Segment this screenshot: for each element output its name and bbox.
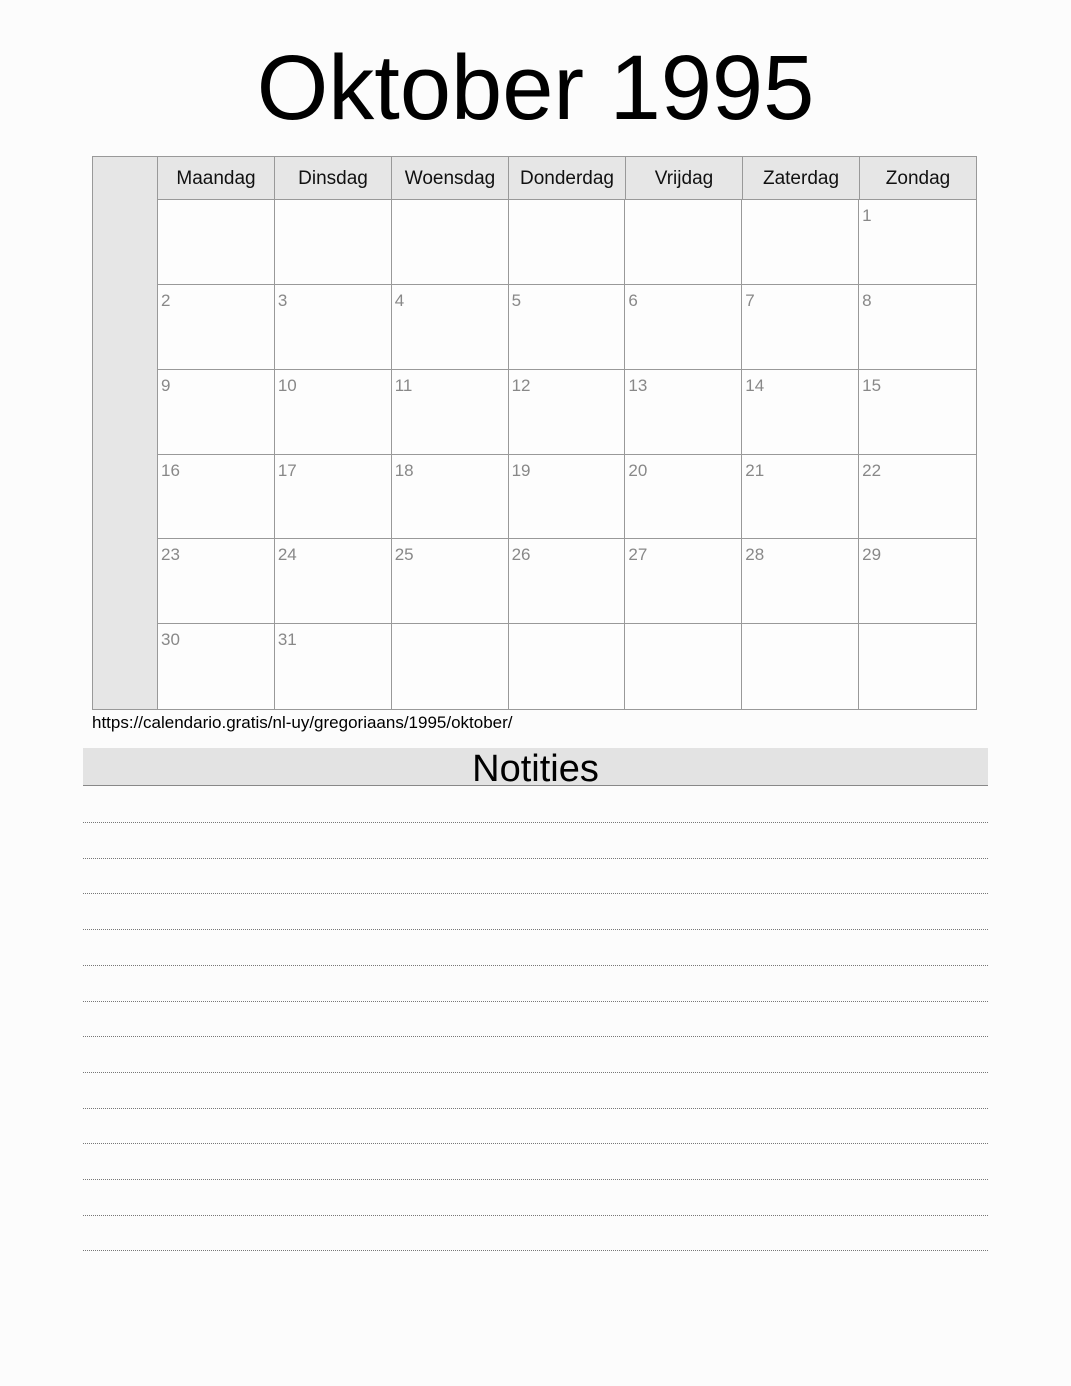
day-number: 8 bbox=[862, 290, 872, 310]
day-cell bbox=[742, 200, 859, 285]
weekday-header: Woensdag bbox=[392, 157, 509, 199]
day-number: 11 bbox=[394, 375, 413, 395]
note-line bbox=[83, 1001, 988, 1002]
day-cell bbox=[742, 624, 859, 709]
calendar-table bbox=[92, 156, 977, 710]
note-line bbox=[83, 1036, 988, 1037]
day-number: 13 bbox=[628, 375, 648, 395]
day-cell bbox=[625, 370, 742, 455]
day-cell bbox=[158, 455, 275, 540]
day-cell bbox=[158, 370, 275, 455]
day-number: 3 bbox=[277, 290, 288, 310]
day-cell bbox=[158, 624, 275, 709]
day-number: 2 bbox=[161, 290, 171, 310]
day-number: 16 bbox=[161, 460, 180, 480]
day-number: 22 bbox=[862, 460, 882, 480]
day-number: 25 bbox=[394, 545, 414, 565]
day-number: 18 bbox=[394, 460, 414, 480]
page-title: Oktober 1995 bbox=[256, 37, 815, 139]
day-number: 14 bbox=[745, 375, 765, 395]
note-line bbox=[83, 1179, 988, 1180]
day-number: 24 bbox=[277, 545, 297, 565]
day-cell bbox=[509, 285, 626, 370]
note-line bbox=[83, 1215, 988, 1216]
note-line bbox=[83, 1143, 988, 1144]
note-line bbox=[83, 1072, 988, 1073]
day-number: 5 bbox=[511, 290, 522, 310]
day-cell bbox=[392, 539, 509, 624]
day-cell bbox=[509, 624, 626, 709]
day-cell bbox=[742, 370, 859, 455]
day-cell bbox=[275, 370, 392, 455]
day-number: 15 bbox=[862, 375, 882, 395]
day-cell bbox=[275, 624, 392, 709]
day-number: 17 bbox=[277, 460, 297, 480]
day-cell bbox=[158, 200, 275, 285]
source-url: https://calendario.gratis/nl-uy/gregoriaans/1995/oktober/ bbox=[92, 713, 513, 732]
day-number: 9 bbox=[161, 375, 171, 395]
day-cell bbox=[275, 200, 392, 285]
day-number: 6 bbox=[628, 290, 638, 310]
day-cell bbox=[625, 455, 742, 540]
day-cell bbox=[859, 539, 976, 624]
day-cell bbox=[625, 539, 742, 624]
day-cell bbox=[275, 285, 392, 370]
weekday-header: Vrijdag bbox=[626, 157, 743, 199]
note-line bbox=[83, 1108, 988, 1109]
day-cell bbox=[275, 539, 392, 624]
note-line bbox=[83, 1250, 988, 1251]
day-number: 4 bbox=[394, 290, 405, 310]
day-number: 7 bbox=[745, 290, 755, 310]
day-number: 28 bbox=[745, 545, 765, 565]
day-number: 27 bbox=[628, 545, 648, 565]
weekday-header: Maandag bbox=[158, 157, 275, 199]
day-cell bbox=[859, 370, 976, 455]
day-number: 1 bbox=[862, 206, 872, 225]
day-cell bbox=[392, 285, 509, 370]
week-number-column bbox=[93, 157, 158, 709]
day-cell bbox=[859, 200, 976, 285]
day-number: 23 bbox=[161, 545, 180, 565]
day-cell bbox=[392, 455, 509, 540]
day-cell bbox=[158, 285, 275, 370]
day-cell bbox=[859, 455, 976, 540]
day-number: 10 bbox=[277, 375, 297, 395]
day-cell bbox=[742, 539, 859, 624]
day-number: 12 bbox=[511, 375, 531, 395]
day-cell bbox=[275, 455, 392, 540]
notes-title: Notities bbox=[83, 748, 988, 786]
day-number: 29 bbox=[862, 545, 882, 565]
day-cell bbox=[509, 539, 626, 624]
day-cell bbox=[625, 285, 742, 370]
day-cell bbox=[392, 624, 509, 709]
day-number: 31 bbox=[277, 630, 297, 650]
weekday-header: Zaterdag bbox=[743, 157, 860, 199]
day-number: 21 bbox=[745, 460, 765, 480]
day-cell bbox=[509, 370, 626, 455]
day-cell bbox=[742, 455, 859, 540]
day-cell bbox=[509, 455, 626, 540]
note-line bbox=[83, 929, 988, 930]
day-cell bbox=[625, 624, 742, 709]
day-cell bbox=[859, 624, 976, 709]
day-number: 19 bbox=[511, 460, 531, 480]
day-cell bbox=[859, 285, 976, 370]
day-number: 26 bbox=[511, 545, 531, 565]
note-line bbox=[83, 893, 988, 894]
day-cell bbox=[392, 370, 509, 455]
day-cell bbox=[625, 200, 742, 285]
weekday-header: Donderdag bbox=[509, 157, 626, 199]
note-line bbox=[83, 858, 988, 859]
day-cell bbox=[509, 200, 626, 285]
weekday-header-row bbox=[158, 157, 976, 200]
weekday-header: Zondag bbox=[885, 168, 951, 189]
day-number: 30 bbox=[161, 630, 180, 650]
note-line bbox=[83, 822, 988, 823]
day-number: 20 bbox=[628, 460, 648, 480]
day-cell bbox=[392, 200, 509, 285]
weekday-header: Dinsdag bbox=[275, 157, 392, 199]
note-line bbox=[83, 965, 988, 966]
day-cell bbox=[742, 285, 859, 370]
day-cell bbox=[158, 539, 275, 624]
calendar-grid bbox=[158, 200, 976, 709]
